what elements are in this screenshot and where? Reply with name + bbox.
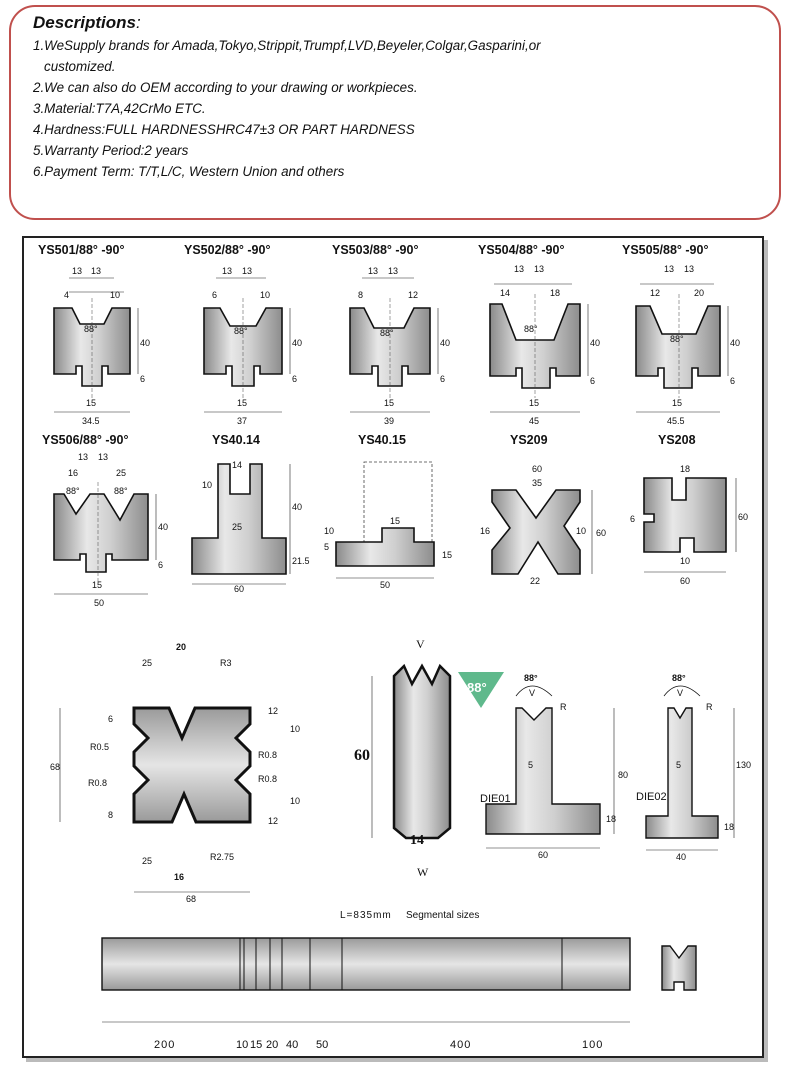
four-way-right-b: 10 (290, 724, 301, 734)
segment-400: 400 (450, 1039, 472, 1051)
ys502-slot: 15 (237, 398, 248, 408)
die01-width: 60 (538, 850, 549, 860)
four-way-top-gap: 20 (176, 642, 187, 652)
ys504-top-dim-2: 13 (534, 264, 545, 274)
ys208-top-slot: 18 (680, 464, 691, 474)
ys503-side-dim-2: 12 (408, 290, 419, 300)
ys506-title: YS506/88° -90° (42, 433, 129, 447)
die02-r: R (706, 702, 713, 712)
ys506-top-dim-2: 13 (98, 452, 109, 462)
description-line-1-cont: customized. (44, 59, 116, 74)
four-way-left-v2: 8 (108, 810, 114, 820)
ys502-title: YS502/88° -90° (184, 243, 271, 257)
segment-15: 15 (250, 1039, 263, 1051)
four-way-radius-top: R3 (220, 658, 232, 668)
ys504-width: 45 (529, 416, 540, 426)
ys504-angle: 88° (524, 324, 538, 334)
ys209-height: 60 (596, 528, 607, 538)
ys40-14-base-height: 21.5 (292, 556, 310, 566)
die01-base-height: 18 (606, 814, 617, 824)
die02-label: DIE02 (636, 791, 667, 803)
ys506-top-dim-1: 13 (78, 452, 89, 462)
ys501-foot: 6 (140, 374, 146, 384)
ys503-angle: 88° (380, 328, 394, 338)
die01-height: 80 (618, 770, 629, 780)
ys506-width: 50 (94, 598, 105, 608)
ys501-angle: 88° (84, 324, 98, 334)
angle-badge-text: 88° (467, 680, 487, 695)
four-way-bottom-left: 25 (142, 856, 153, 866)
ys40-14-height: 40 (292, 502, 303, 512)
die02-neck: 5 (676, 760, 682, 770)
die01-v: V (529, 688, 536, 698)
die-02 (636, 673, 751, 862)
punch-neck: 14 (410, 833, 424, 848)
die02-width: 40 (676, 852, 687, 862)
ys501-width: 34.5 (82, 416, 100, 426)
ys503-height: 40 (440, 338, 451, 348)
ys501-title: YS501/88° -90° (38, 243, 125, 257)
ys502-width: 37 (237, 416, 248, 426)
four-way-height: 68 (50, 762, 61, 772)
ys40-14-neck: 25 (232, 522, 243, 532)
ys503-foot: 6 (440, 374, 446, 384)
four-way-width: 68 (186, 894, 197, 904)
descriptions-title: Descriptions: (33, 13, 141, 32)
segment-bar (102, 910, 630, 1051)
four-way-r-bottom: R2.75 (210, 852, 235, 862)
four-way-right-c: 10 (290, 796, 301, 806)
ys209-title: YS209 (510, 433, 548, 447)
ys506-height: 40 (158, 522, 169, 532)
ys505-height: 40 (730, 338, 741, 348)
ys504-slot: 15 (529, 398, 540, 408)
die-ys506 (42, 433, 168, 608)
four-way-right-a: 12 (268, 706, 279, 716)
ys503-title: YS503/88° -90° (332, 243, 419, 257)
ys501-slot: 15 (86, 398, 97, 408)
die-four-way (50, 642, 300, 904)
ys209-top-width: 60 (532, 464, 543, 474)
ys209-bottom-width: 22 (530, 576, 541, 586)
ys40-14-width: 60 (234, 584, 245, 594)
punch-bottom-w: W (417, 865, 429, 879)
ys502-foot: 6 (292, 374, 298, 384)
segment-10: 10 (236, 1039, 249, 1051)
ys208-bottom-slot: 10 (680, 556, 691, 566)
ys506-v-dim-2: 25 (116, 468, 127, 478)
ys40-15-slot-width: 15 (390, 516, 401, 526)
ys504-height: 40 (590, 338, 601, 348)
die-ys502 (184, 243, 302, 426)
bar-length-label: L=835mm (340, 910, 392, 921)
ys502-top-dim-1: 13 (222, 266, 233, 276)
description-line-5: 5.Warranty Period:2 years (33, 143, 189, 158)
ys506-v-dim-1: 16 (68, 468, 79, 478)
ys505-width: 45.5 (667, 416, 685, 426)
ys502-angle: 88° (234, 326, 248, 336)
ys40-15-right-height: 15 (442, 550, 453, 560)
die01-r: R (560, 702, 567, 712)
ys502-height: 40 (292, 338, 303, 348)
die-ys503 (332, 243, 450, 426)
die02-v: V (677, 688, 684, 698)
ys504-top-dim-1: 13 (514, 264, 525, 274)
ys501-side-dim-2: 10 (110, 290, 121, 300)
ys502-top-dim-2: 13 (242, 266, 253, 276)
segment-40: 40 (286, 1039, 299, 1051)
bar-segment-label: Segmental sizes (406, 910, 480, 921)
ys208-height: 60 (738, 512, 749, 522)
die01-label: DIE01 (480, 793, 511, 805)
ys505-top-dim-1: 13 (664, 264, 675, 274)
ys504-side-dim-2: 18 (550, 288, 561, 298)
four-way-bottom-gap: 16 (174, 872, 185, 882)
end-profile (662, 946, 696, 990)
die-ys501 (38, 243, 150, 426)
ys501-side-dim-1: 4 (64, 290, 70, 300)
die-ys40-14 (192, 433, 310, 594)
description-line-4: 4.Hardness:FULL HARDNESSHRC47±3 OR PART HARDNESS (33, 122, 415, 137)
ys505-side-dim-2: 20 (694, 288, 705, 298)
ys501-top-dim-1: 13 (72, 266, 83, 276)
segment-50: 50 (316, 1039, 329, 1051)
ys40-14-title: YS40.14 (212, 433, 260, 447)
ys501-height: 40 (140, 338, 151, 348)
ys40-15-left-b: 5 (324, 542, 330, 552)
four-way-left-v: 6 (108, 714, 114, 724)
segment-100: 100 (582, 1039, 604, 1051)
ys506-angle-1: 88° (66, 486, 80, 496)
ys504-side-dim-1: 14 (500, 288, 511, 298)
die02-height: 130 (736, 760, 752, 770)
punch-top-v: V (416, 637, 425, 651)
description-line-2: 2.We can also do OEM according to your drawing or workpieces. (33, 80, 418, 95)
technical-drawing (22, 236, 764, 1058)
ys208-width: 60 (680, 576, 691, 586)
ys40-14-slot-width: 14 (232, 460, 243, 470)
ys505-angle: 88° (670, 334, 684, 344)
die-ys208 (630, 433, 748, 586)
segment-200: 200 (154, 1039, 176, 1051)
ys505-title: YS505/88° -90° (622, 243, 709, 257)
ys208-left-slot: 6 (630, 514, 636, 524)
die01-angle: 88° (524, 673, 538, 683)
ys40-15-left-a: 10 (324, 526, 335, 536)
ys506-foot: 6 (158, 560, 164, 570)
punch-tool (354, 637, 450, 879)
ys40-14-slot-depth: 10 (202, 480, 213, 490)
ys209-right-v: 10 (576, 526, 587, 536)
four-way-r-right-2: R0.8 (258, 774, 278, 784)
ys503-top-dim-1: 13 (368, 266, 379, 276)
ys502-side-dim-2: 10 (260, 290, 271, 300)
description-line-6: 6.Payment Term: T/T,L/C, Western Union and others (33, 164, 345, 179)
ys40-15-width: 50 (380, 580, 391, 590)
die-ys40-15 (324, 433, 452, 590)
four-way-r-left: R0.5 (90, 742, 110, 752)
four-way-r-right-1: R0.8 (258, 750, 278, 760)
ys501-top-dim-2: 13 (91, 266, 102, 276)
ys208-title: YS208 (658, 433, 696, 447)
ys209-inner-width: 35 (532, 478, 543, 488)
die-ys209 (480, 433, 606, 586)
ys503-slot: 15 (384, 398, 395, 408)
angle-badge (458, 672, 504, 708)
description-line-1: 1.WeSupply brands for Amada,Tokyo,Strippit,Trumpf,LVD,Beyeler,Colgar,Gasparini,or (33, 38, 541, 53)
ys505-slot: 15 (672, 398, 683, 408)
description-line-3: 3.Material:T7A,42CrMo ETC. (33, 101, 206, 116)
descriptions-panel (9, 5, 781, 220)
four-way-top-left: 25 (142, 658, 153, 668)
die-01 (480, 673, 628, 860)
ys503-side-dim-1: 8 (358, 290, 364, 300)
ys504-foot: 6 (590, 376, 596, 386)
ys502-side-dim-1: 6 (212, 290, 218, 300)
die01-neck: 5 (528, 760, 534, 770)
ys505-top-dim-2: 13 (684, 264, 695, 274)
ys503-top-dim-2: 13 (388, 266, 399, 276)
ys503-width: 39 (384, 416, 395, 426)
ys505-side-dim-1: 12 (650, 288, 661, 298)
ys506-angle-2: 88° (114, 486, 128, 496)
ys504-title: YS504/88° -90° (478, 243, 565, 257)
ys505-foot: 6 (730, 376, 736, 386)
segment-20: 20 (266, 1039, 279, 1051)
four-way-r-left-2: R0.8 (88, 778, 108, 788)
ys209-left-v: 16 (480, 526, 491, 536)
ys506-slot: 15 (92, 580, 103, 590)
die-ys505 (622, 243, 740, 426)
die02-angle: 88° (672, 673, 686, 683)
die02-base-height: 18 (724, 822, 735, 832)
four-way-right-d: 12 (268, 816, 279, 826)
punch-height: 60 (354, 747, 370, 764)
drawing-canvas (24, 238, 766, 1060)
ys40-15-title: YS40.15 (358, 433, 406, 447)
die-ys504 (478, 243, 600, 426)
